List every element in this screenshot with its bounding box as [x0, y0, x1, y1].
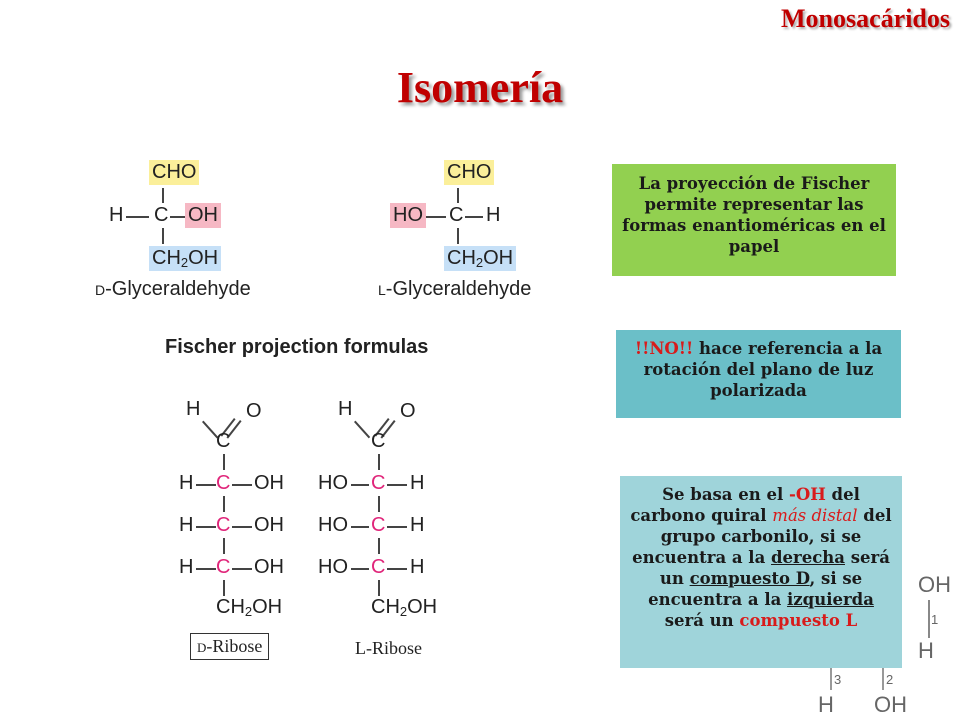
fischer-heading: Fischer projection formulas — [165, 336, 429, 358]
chiral-carbon: C — [216, 472, 231, 494]
d-ribose-caption: D-Ribose — [190, 633, 269, 660]
carbon-number-1: 1 — [931, 612, 939, 627]
row3-left: HO — [318, 556, 348, 578]
ring-oh-top: OH — [918, 572, 951, 597]
l-glyceraldehyde-structure — [390, 158, 550, 298]
oh-group-label: -OH — [789, 485, 826, 504]
ch2oh-group: $CH_2OH$ — [149, 246, 221, 271]
aldehyde-o: O — [246, 400, 262, 422]
chiral-carbon: C — [216, 514, 231, 536]
row3-right: H — [410, 556, 425, 578]
izquierda-label: izquierda — [787, 590, 874, 609]
ring-h-bottom: H — [818, 692, 834, 717]
cho-group: CHO — [444, 160, 494, 185]
ch2oh-group: $CH_2OH$ — [444, 246, 516, 271]
row2-left: HO — [318, 514, 348, 536]
ring-h-right: H — [918, 638, 934, 663]
row1-right: H — [410, 472, 425, 494]
chiral-carbon: C — [216, 556, 231, 578]
rotation-info-text: hace referencia a la rotación del plano de luz polarizada — [643, 339, 883, 400]
carbon-number-2: 2 — [886, 672, 894, 687]
carbonyl-carbon: C — [216, 430, 231, 452]
fischer-info-box — [612, 164, 896, 276]
hydroxyl-group: OH — [185, 203, 221, 228]
ring-oh-bottom: OH — [874, 692, 907, 717]
d-ribose-structure — [176, 396, 306, 626]
row1-right: OH — [254, 472, 284, 494]
aldehyde-o: O — [400, 400, 416, 422]
ch2oh-group: $CH_2OH$ — [216, 596, 283, 619]
chiral-carbon: C — [449, 204, 464, 226]
compuesto-l-label: compuesto L — [739, 611, 858, 630]
l-ribose-structure — [318, 396, 458, 626]
row2-left: H — [179, 514, 194, 536]
l-ribose-caption: L-Ribose — [355, 638, 422, 658]
compuesto-d-label: compuesto D — [689, 569, 810, 588]
row3-left: H — [179, 556, 194, 578]
l-glyceraldehyde-caption: L-Glyceraldehyde — [378, 278, 532, 300]
chiral-carbon: C — [371, 514, 386, 536]
chiral-carbon: C — [371, 472, 386, 494]
topic-label: Monosacáridos — [781, 4, 950, 33]
rotation-info-box — [616, 330, 901, 418]
row2-right: H — [410, 514, 425, 536]
chiral-carbon: C — [371, 556, 386, 578]
fischer-info-text: La proyección de Fischer permite representar las formas enantioméricas en el papel — [622, 174, 886, 256]
derecha-label: derecha — [771, 548, 845, 567]
row3-right: OH — [254, 556, 284, 578]
mas-distal-label: más distal — [772, 506, 858, 525]
cho-group: CHO — [149, 160, 199, 185]
d-l-rule-box: Se basa en el -OH del carbono quiral más distal del grupo carbonilo, si se encuentra a la derecha será un compuesto D, si se encuentra a la izquierda será un compuesto L — [620, 476, 902, 668]
aldehyde-h: H — [186, 398, 201, 420]
d-glyceraldehyde-structure — [105, 158, 265, 298]
chiral-carbon: C — [154, 204, 169, 226]
no-alert: !!NO!! — [634, 339, 694, 358]
row2-right: OH — [254, 514, 284, 536]
row1-left: HO — [318, 472, 348, 494]
d-glyceraldehyde-caption: D-Glyceraldehyde — [95, 278, 251, 300]
row1-left: H — [179, 472, 194, 494]
ch2oh-group: $CH_2OH$ — [371, 596, 438, 619]
hydroxyl-group: HO — [390, 203, 426, 228]
right-substituent: H — [486, 204, 501, 226]
aldehyde-h: H — [338, 398, 353, 420]
left-substituent: H — [109, 204, 124, 226]
carbonyl-carbon: C — [371, 430, 386, 452]
carbon-number-3: 3 — [834, 672, 842, 687]
page-title: Isomería — [396, 63, 564, 112]
